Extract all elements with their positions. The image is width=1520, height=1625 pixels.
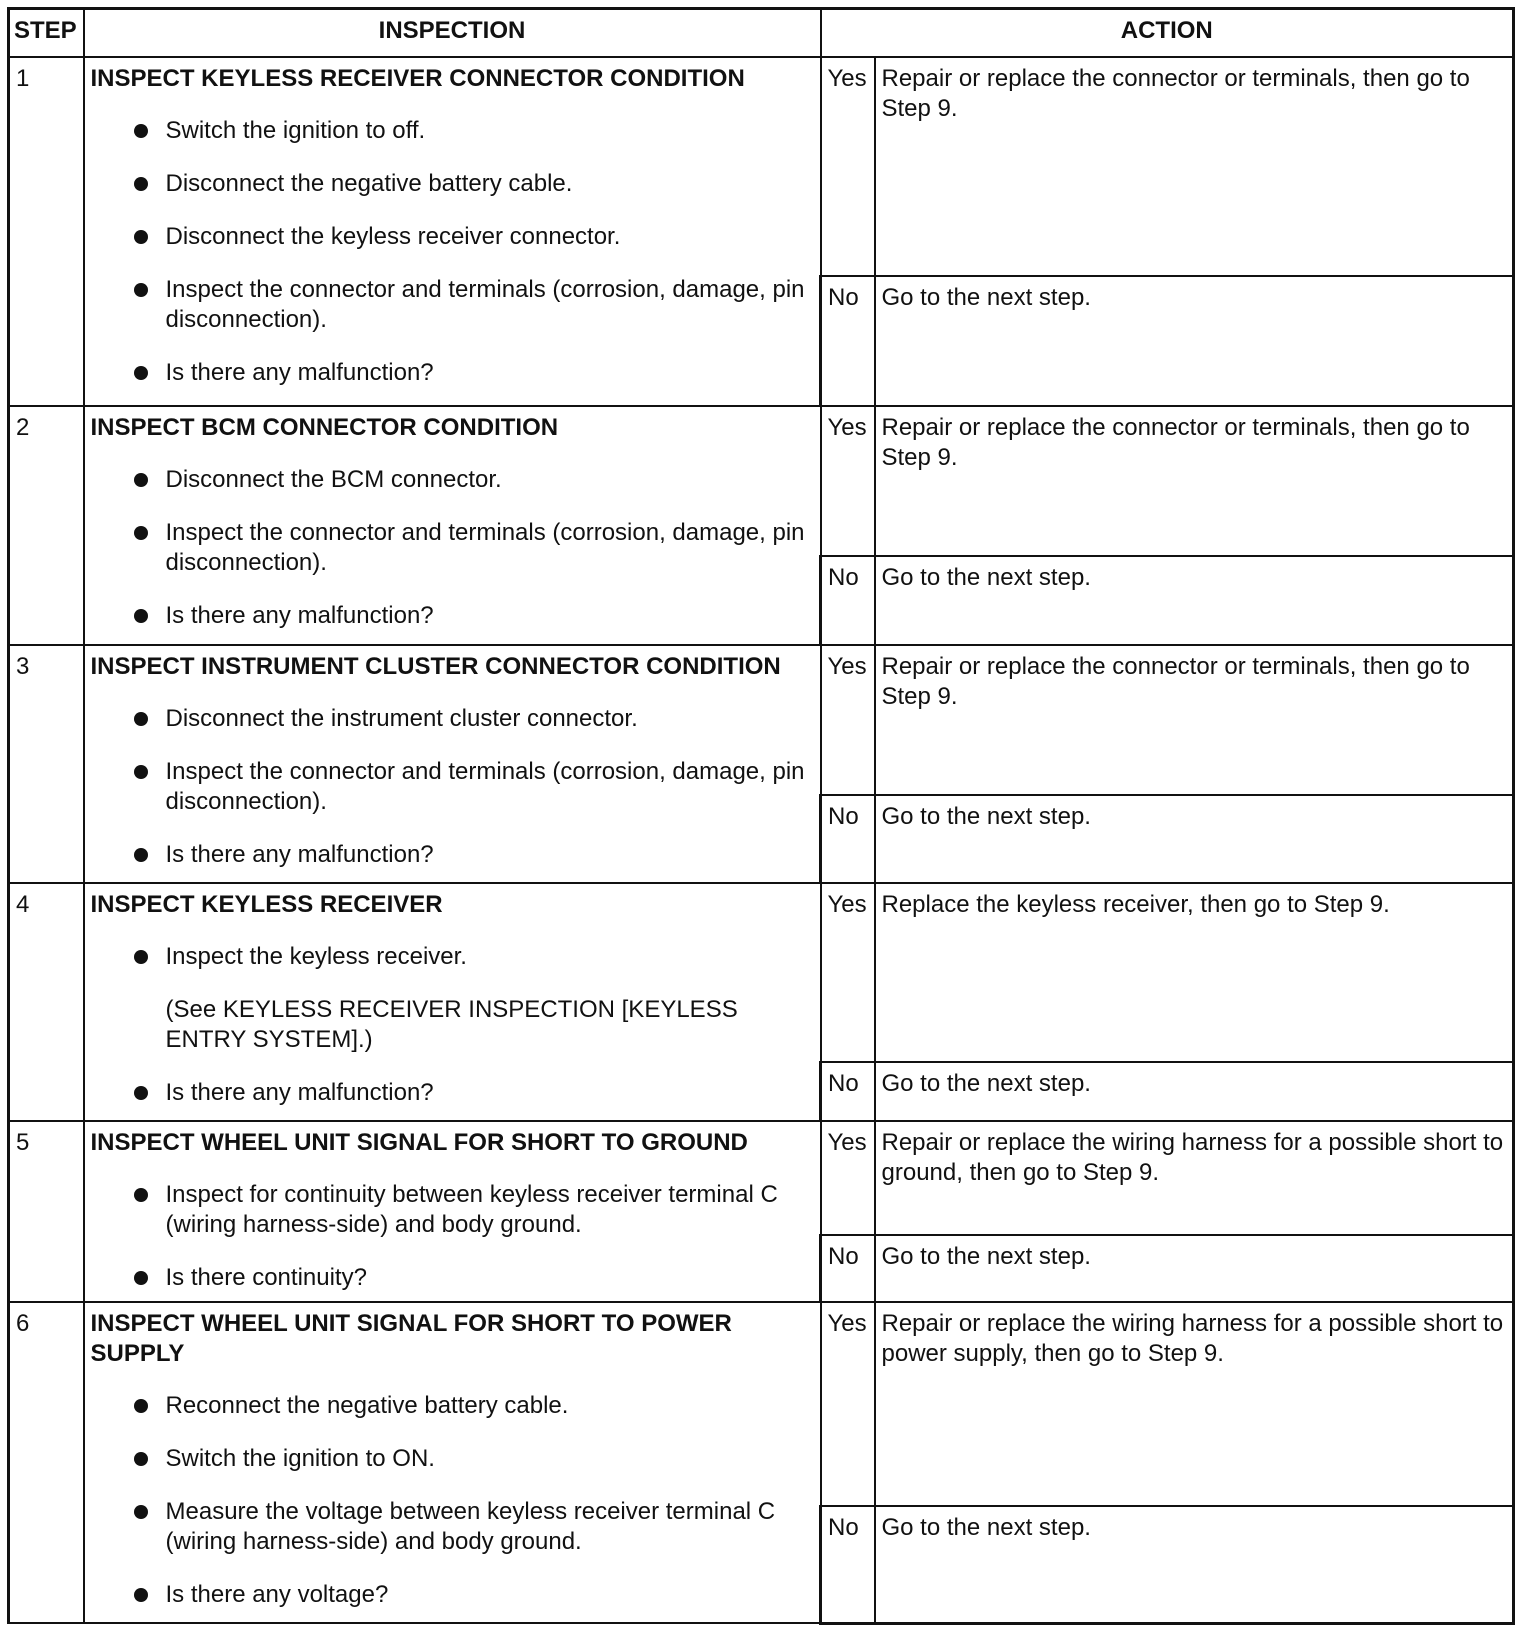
yes-label: Yes (821, 57, 875, 276)
bullet-item (91, 222, 814, 252)
bullet-text: Is there continuity? (165, 1264, 367, 1291)
yes-action: Repair or replace the connector or terminals, then go to Step 9. (875, 645, 1514, 795)
diagnostic-procedure-table (7, 7, 1515, 1625)
bullet-text: Is there any malfunction? (165, 602, 434, 629)
step-title: INSPECT KEYLESS RECEIVER CONNECTOR CONDITION (90, 65, 745, 92)
step-title: INSPECT WHEEL UNIT SIGNAL FOR SHORT TO POWER SUPPLY (90, 1310, 732, 1367)
bullet-item (91, 358, 814, 388)
step-number: 5 (9, 1121, 84, 1302)
bullet-icon (134, 177, 148, 191)
step-6-inspection (84, 1302, 821, 1623)
step-2-inspection (84, 406, 821, 645)
bullet-text: Switch the ignition to ON. (165, 1445, 435, 1472)
step-1-yes-row (9, 57, 1514, 276)
step-2-bullets (91, 465, 814, 631)
step-4-yes-row (9, 883, 1514, 1062)
step-4-bullets (91, 942, 814, 1108)
bullet-item (91, 465, 814, 495)
bullet-text: Measure the voltage between keyless receiver terminal C (wiring harness-side) and body ground. (165, 1498, 776, 1555)
bullet-item (91, 1391, 814, 1421)
bullet-icon (134, 1188, 148, 1202)
no-action: Go to the next step. (875, 1506, 1514, 1623)
diagnostic-procedure-sheet (7, 7, 1512, 1613)
step-3-bullets (91, 704, 814, 870)
bullet-text: Disconnect the BCM connector. (165, 466, 502, 493)
action-column-header: ACTION (821, 9, 1514, 58)
yes-action: Replace the keyless receiver, then go to Step 9. (875, 883, 1514, 1062)
no-label: No (821, 1062, 875, 1121)
bullet-item (91, 1078, 814, 1108)
yes-label: Yes (821, 1121, 875, 1235)
step-5-bullets (91, 1180, 814, 1293)
bullet-icon (134, 230, 148, 244)
bullet-text: Inspect the connector and terminals (corrosion, damage, pin disconnection). (165, 519, 805, 576)
bullet-icon (134, 609, 148, 623)
step-6-yes-row (9, 1302, 1514, 1506)
bullet-item (91, 275, 814, 335)
bullet-icon (134, 1588, 148, 1602)
no-action: Go to the next step. (875, 1062, 1514, 1121)
bullet-text: Is there any malfunction? (165, 841, 434, 868)
bullet-icon (134, 1399, 148, 1413)
yes-action: Repair or replace the wiring harness for a possible short to power supply, then go to Step 9. (875, 1302, 1514, 1506)
bullet-text: Is there any voltage? (165, 1581, 389, 1608)
step-number: 2 (9, 406, 84, 645)
yes-action: Repair or replace the connector or terminals, then go to Step 9. (875, 406, 1514, 556)
no-label: No (821, 1235, 875, 1302)
yes-action: Repair or replace the wiring harness for a possible short to ground, then go to Step 9. (875, 1121, 1514, 1235)
step-3-inspection (84, 645, 821, 883)
bullet-item (91, 169, 814, 199)
bullet-text: Inspect for continuity between keyless receiver terminal C (wiring harness-side) and body ground. (165, 1181, 778, 1238)
bullet-item (91, 1263, 814, 1293)
bullet-text: Disconnect the instrument cluster connector. (165, 705, 638, 732)
step-2-yes-row (9, 406, 1514, 556)
bullet-icon (134, 1505, 148, 1519)
bullet-icon (134, 765, 148, 779)
step-6-bullets (91, 1391, 814, 1610)
bullet-text: Inspect the connector and terminals (corrosion, damage, pin disconnection). (165, 276, 805, 333)
yes-label: Yes (821, 406, 875, 556)
bullet-text: Inspect the connector and terminals (corrosion, damage, pin disconnection). (165, 758, 805, 815)
step-5-yes-row (9, 1121, 1514, 1235)
bullet-item (91, 116, 814, 146)
bullet-text: Disconnect the keyless receiver connector. (165, 223, 621, 250)
no-action: Go to the next step. (875, 556, 1514, 645)
header-row (9, 9, 1514, 58)
bullet-icon (134, 366, 148, 380)
no-label: No (821, 1506, 875, 1623)
step-1-inspection (84, 57, 821, 406)
bullet-icon (134, 950, 148, 964)
no-action: Go to the next step. (875, 1235, 1514, 1302)
step-title: INSPECT BCM CONNECTOR CONDITION (90, 414, 559, 441)
inspection-column-header: INSPECTION (84, 9, 821, 58)
bullet-icon (134, 1086, 148, 1100)
step-4-inspection (84, 883, 821, 1121)
bullet-item (91, 942, 814, 1055)
bullet-icon (134, 1452, 148, 1466)
step-1-bullets (91, 116, 814, 388)
step-title: INSPECT INSTRUMENT CLUSTER CONNECTOR CONDITION (90, 653, 781, 680)
bullet-item (91, 518, 814, 578)
bullet-icon (134, 473, 148, 487)
step-number: 6 (9, 1302, 84, 1623)
no-label: No (821, 556, 875, 645)
reference-note: (See KEYLESS RECEIVER INSPECTION [KEYLESS ENTRY SYSTEM].) (165, 996, 738, 1053)
bullet-item (91, 1180, 814, 1240)
bullet-text: Is there any malfunction? (165, 1079, 434, 1106)
bullet-icon (134, 1271, 148, 1285)
bullet-item (91, 840, 814, 870)
bullet-item (91, 1580, 814, 1610)
bullet-item (91, 601, 814, 631)
no-action: Go to the next step. (875, 276, 1514, 406)
no-label: No (821, 795, 875, 883)
step-title: INSPECT KEYLESS RECEIVER (90, 891, 443, 918)
step-number: 4 (9, 883, 84, 1121)
step-number: 3 (9, 645, 84, 883)
no-label: No (821, 276, 875, 406)
bullet-text: Is there any malfunction? (165, 359, 434, 386)
yes-label: Yes (821, 883, 875, 1062)
bullet-icon (134, 283, 148, 297)
bullet-icon (134, 712, 148, 726)
bullet-item (91, 1497, 814, 1557)
bullet-icon (134, 526, 148, 540)
step-5-inspection (84, 1121, 821, 1302)
yes-action: Repair or replace the connector or terminals, then go to Step 9. (875, 57, 1514, 276)
bullet-item (91, 1444, 814, 1474)
step-column-header: STEP (9, 9, 84, 58)
bullet-text: Switch the ignition to off. (165, 117, 426, 144)
yes-label: Yes (821, 1302, 875, 1506)
step-number: 1 (9, 57, 84, 406)
step-3-yes-row (9, 645, 1514, 795)
bullet-icon (134, 848, 148, 862)
no-action: Go to the next step. (875, 795, 1514, 883)
bullet-text: Reconnect the negative battery cable. (165, 1392, 569, 1419)
bullet-item (91, 757, 814, 817)
step-title: INSPECT WHEEL UNIT SIGNAL FOR SHORT TO GROUND (90, 1129, 748, 1156)
bullet-item (91, 704, 814, 734)
bullet-text: Disconnect the negative battery cable. (165, 170, 573, 197)
yes-label: Yes (821, 645, 875, 795)
bullet-icon (134, 124, 148, 138)
bullet-text: Inspect the keyless receiver. (165, 943, 467, 970)
